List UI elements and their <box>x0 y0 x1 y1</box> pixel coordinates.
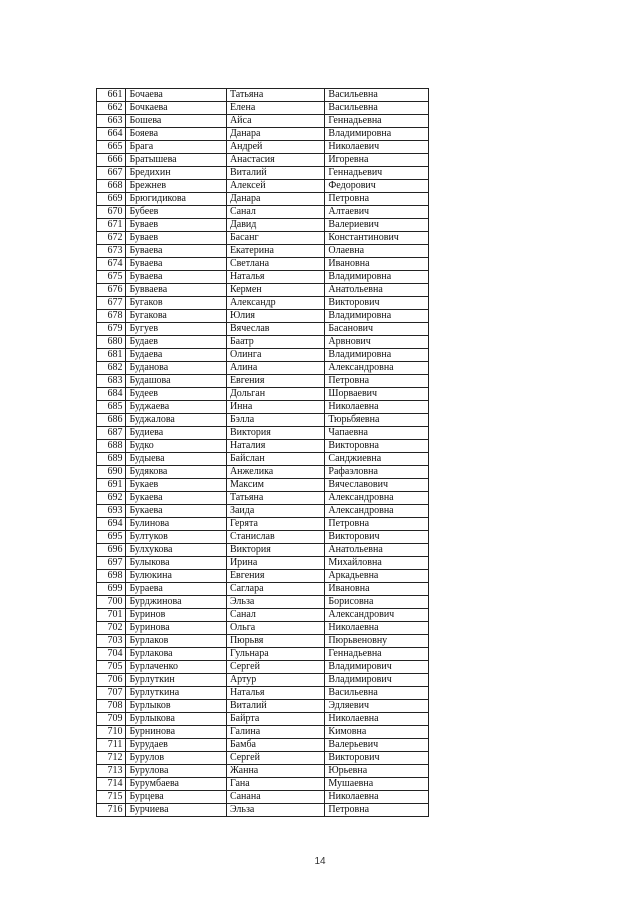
patronymic-cell: Петровна <box>325 193 429 206</box>
first-name-cell: Татьяна <box>226 492 324 505</box>
first-name-cell: Ирина <box>226 557 324 570</box>
table-row <box>97 466 429 479</box>
first-name-cell: Герята <box>226 518 324 531</box>
first-name-cell: Виталий <box>226 700 324 713</box>
last-name-cell: Бурлуткина <box>126 687 227 700</box>
last-name-cell: Буваев <box>126 232 227 245</box>
last-name-cell: Буваева <box>126 245 227 258</box>
row-number-cell: 670 <box>97 206 126 219</box>
table-row <box>97 193 429 206</box>
row-number-cell: 688 <box>97 440 126 453</box>
first-name-cell: Евгения <box>226 570 324 583</box>
last-name-cell: Бурулова <box>126 765 227 778</box>
patronymic-cell: Викторовна <box>325 440 429 453</box>
row-number-cell: 666 <box>97 154 126 167</box>
row-number-cell: 707 <box>97 687 126 700</box>
row-number-cell: 702 <box>97 622 126 635</box>
row-number-cell: 691 <box>97 479 126 492</box>
patronymic-cell: Владимировна <box>325 128 429 141</box>
table-row <box>97 323 429 336</box>
row-number-cell: 682 <box>97 362 126 375</box>
last-name-cell: Бурлаков <box>126 635 227 648</box>
patronymic-cell: Васильевна <box>325 687 429 700</box>
row-number-cell: 680 <box>97 336 126 349</box>
first-name-cell: Наталия <box>226 440 324 453</box>
first-name-cell: Байрта <box>226 713 324 726</box>
first-name-cell: Данара <box>226 193 324 206</box>
last-name-cell: Будиева <box>126 427 227 440</box>
table-row <box>97 375 429 388</box>
first-name-cell: Виктория <box>226 544 324 557</box>
row-number-cell: 681 <box>97 349 126 362</box>
patronymic-cell: Михайловна <box>325 557 429 570</box>
row-number-cell: 675 <box>97 271 126 284</box>
row-number-cell: 710 <box>97 726 126 739</box>
last-name-cell: Бочаева <box>126 89 227 102</box>
patronymic-cell: Владимировна <box>325 271 429 284</box>
last-name-cell: Булхукова <box>126 544 227 557</box>
row-number-cell: 703 <box>97 635 126 648</box>
page-number: 14 <box>314 856 326 867</box>
last-name-cell: Буваева <box>126 271 227 284</box>
last-name-cell: Буджалова <box>126 414 227 427</box>
table-row <box>97 544 429 557</box>
patronymic-cell: Владимирович <box>325 674 429 687</box>
first-name-cell: Максим <box>226 479 324 492</box>
last-name-cell: Буджаева <box>126 401 227 414</box>
table-row <box>97 167 429 180</box>
last-name-cell: Булинова <box>126 518 227 531</box>
row-number-cell: 705 <box>97 661 126 674</box>
first-name-cell: Дольган <box>226 388 324 401</box>
table-row <box>97 219 429 232</box>
row-number-cell: 672 <box>97 232 126 245</box>
row-number-cell: 665 <box>97 141 126 154</box>
patronymic-cell: Викторович <box>325 752 429 765</box>
row-number-cell: 714 <box>97 778 126 791</box>
patronymic-cell: Олаевна <box>325 245 429 258</box>
last-name-cell: Брюгидикова <box>126 193 227 206</box>
last-name-cell: Букаева <box>126 505 227 518</box>
row-number-cell: 693 <box>97 505 126 518</box>
row-number-cell: 709 <box>97 713 126 726</box>
patronymic-cell: Тюрьбяевна <box>325 414 429 427</box>
first-name-cell: Байслан <box>226 453 324 466</box>
row-number-cell: 683 <box>97 375 126 388</box>
last-name-cell: Буваева <box>126 258 227 271</box>
table-row <box>97 531 429 544</box>
first-name-cell: Гана <box>226 778 324 791</box>
first-name-cell: Заида <box>226 505 324 518</box>
last-name-cell: Букаева <box>126 492 227 505</box>
row-number-cell: 711 <box>97 739 126 752</box>
last-name-cell: Бурлаченко <box>126 661 227 674</box>
first-name-cell: Наталья <box>226 687 324 700</box>
patronymic-cell: Александровна <box>325 505 429 518</box>
table-row <box>97 128 429 141</box>
last-name-cell: Бурумбаева <box>126 778 227 791</box>
last-name-cell: Бугуев <box>126 323 227 336</box>
last-name-cell: Бочкаева <box>126 102 227 115</box>
last-name-cell: Бурлуткин <box>126 674 227 687</box>
patronymic-cell: Николаевна <box>325 713 429 726</box>
row-number-cell: 713 <box>97 765 126 778</box>
row-number-cell: 697 <box>97 557 126 570</box>
table-row <box>97 141 429 154</box>
row-number-cell: 684 <box>97 388 126 401</box>
table-row <box>97 245 429 258</box>
last-name-cell: Бурнинова <box>126 726 227 739</box>
last-name-cell: Бубеев <box>126 206 227 219</box>
row-number-cell: 695 <box>97 531 126 544</box>
last-name-cell: Бредихин <box>126 167 227 180</box>
table-row <box>97 388 429 401</box>
first-name-cell: Сергей <box>226 752 324 765</box>
last-name-cell: Булюкина <box>126 570 227 583</box>
row-number-cell: 677 <box>97 297 126 310</box>
patronymic-cell: Анатольевна <box>325 284 429 297</box>
last-name-cell: Бурлакова <box>126 648 227 661</box>
patronymic-cell: Николаевна <box>325 401 429 414</box>
row-number-cell: 700 <box>97 596 126 609</box>
table-row <box>97 739 429 752</box>
table-row <box>97 570 429 583</box>
last-name-cell: Буринова <box>126 622 227 635</box>
table-row <box>97 453 429 466</box>
patronymic-cell: Константинович <box>325 232 429 245</box>
first-name-cell: Артур <box>226 674 324 687</box>
table-row <box>97 622 429 635</box>
patronymic-cell: Анатольевна <box>325 544 429 557</box>
last-name-cell: Буданова <box>126 362 227 375</box>
first-name-cell: Эльза <box>226 596 324 609</box>
row-number-cell: 673 <box>97 245 126 258</box>
patronymic-cell: Петровна <box>325 804 429 817</box>
patronymic-cell: Шорваевич <box>325 388 429 401</box>
row-number-cell: 706 <box>97 674 126 687</box>
patronymic-cell: Викторович <box>325 297 429 310</box>
last-name-cell: Бураева <box>126 583 227 596</box>
patronymic-cell: Федорович <box>325 180 429 193</box>
row-number-cell: 712 <box>97 752 126 765</box>
table-row <box>97 700 429 713</box>
patronymic-cell: Васильевна <box>325 89 429 102</box>
table-row <box>97 271 429 284</box>
patronymic-cell: Арвнович <box>325 336 429 349</box>
first-name-cell: Эльза <box>226 804 324 817</box>
table-row <box>97 518 429 531</box>
table-row <box>97 765 429 778</box>
first-name-cell: Данара <box>226 128 324 141</box>
row-number-cell: 694 <box>97 518 126 531</box>
table-row <box>97 297 429 310</box>
table-row <box>97 310 429 323</box>
table-row <box>97 180 429 193</box>
patronymic-cell: Пюрьвеновну <box>325 635 429 648</box>
last-name-cell: Бурцева <box>126 791 227 804</box>
patronymic-cell: Ивановна <box>325 583 429 596</box>
first-name-cell: Андрей <box>226 141 324 154</box>
patronymic-cell: Аркадьевна <box>325 570 429 583</box>
row-number-cell: 701 <box>97 609 126 622</box>
row-number-cell: 696 <box>97 544 126 557</box>
table-row <box>97 804 429 817</box>
table-row <box>97 89 429 102</box>
row-number-cell: 716 <box>97 804 126 817</box>
row-number-cell: 698 <box>97 570 126 583</box>
first-name-cell: Виталий <box>226 167 324 180</box>
patronymic-cell: Ивановна <box>325 258 429 271</box>
row-number-cell: 692 <box>97 492 126 505</box>
patronymic-cell: Геннадьевич <box>325 167 429 180</box>
first-name-cell: Ольга <box>226 622 324 635</box>
patronymic-cell: Владимировна <box>325 349 429 362</box>
row-number-cell: 674 <box>97 258 126 271</box>
name-roster-table <box>96 88 429 817</box>
last-name-cell: Бурудаев <box>126 739 227 752</box>
table-row <box>97 232 429 245</box>
first-name-cell: Галина <box>226 726 324 739</box>
first-name-cell: Бэлла <box>226 414 324 427</box>
last-name-cell: Бултуков <box>126 531 227 544</box>
last-name-cell: Буваев <box>126 219 227 232</box>
first-name-cell: Бамба <box>226 739 324 752</box>
last-name-cell: Будко <box>126 440 227 453</box>
row-number-cell: 664 <box>97 128 126 141</box>
patronymic-cell: Петровна <box>325 375 429 388</box>
first-name-cell: Юлия <box>226 310 324 323</box>
table-row <box>97 362 429 375</box>
first-name-cell: Пюрьвя <box>226 635 324 648</box>
table-row <box>97 427 429 440</box>
row-number-cell: 704 <box>97 648 126 661</box>
patronymic-cell: Борисовна <box>325 596 429 609</box>
first-name-cell: Саглара <box>226 583 324 596</box>
patronymic-cell: Николаевич <box>325 141 429 154</box>
first-name-cell: Санана <box>226 791 324 804</box>
first-name-cell: Станислав <box>226 531 324 544</box>
row-number-cell: 663 <box>97 115 126 128</box>
table-row <box>97 726 429 739</box>
first-name-cell: Евгения <box>226 375 324 388</box>
first-name-cell: Кермен <box>226 284 324 297</box>
row-number-cell: 686 <box>97 414 126 427</box>
row-number-cell: 690 <box>97 466 126 479</box>
patronymic-cell: Николаевна <box>325 622 429 635</box>
table-row <box>97 492 429 505</box>
first-name-cell: Анжелика <box>226 466 324 479</box>
first-name-cell: Баатр <box>226 336 324 349</box>
patronymic-cell: Кимовна <box>325 726 429 739</box>
last-name-cell: Буринов <box>126 609 227 622</box>
table-row <box>97 674 429 687</box>
patronymic-cell: Петровна <box>325 518 429 531</box>
table-row <box>97 583 429 596</box>
patronymic-cell: Басанович <box>325 323 429 336</box>
table-row <box>97 336 429 349</box>
table-row <box>97 596 429 609</box>
first-name-cell: Вячеслав <box>226 323 324 336</box>
last-name-cell: Бувваева <box>126 284 227 297</box>
patronymic-cell: Николаевна <box>325 791 429 804</box>
row-number-cell: 678 <box>97 310 126 323</box>
table-row <box>97 778 429 791</box>
last-name-cell: Брежнев <box>126 180 227 193</box>
patronymic-cell: Вячеславович <box>325 479 429 492</box>
first-name-cell: Алексей <box>226 180 324 193</box>
table-row <box>97 206 429 219</box>
first-name-cell: Олинга <box>226 349 324 362</box>
row-number-cell: 679 <box>97 323 126 336</box>
last-name-cell: Бурджинова <box>126 596 227 609</box>
patronymic-cell: Валериевич <box>325 219 429 232</box>
row-number-cell: 669 <box>97 193 126 206</box>
last-name-cell: Будыева <box>126 453 227 466</box>
last-name-cell: Булыкова <box>126 557 227 570</box>
table-row <box>97 752 429 765</box>
first-name-cell: Александр <box>226 297 324 310</box>
table-row <box>97 440 429 453</box>
patronymic-cell: Алтаевич <box>325 206 429 219</box>
table-row <box>97 414 429 427</box>
table-row <box>97 661 429 674</box>
row-number-cell: 661 <box>97 89 126 102</box>
row-number-cell: 668 <box>97 180 126 193</box>
patronymic-cell: Владимирович <box>325 661 429 674</box>
patronymic-cell: Санджиевна <box>325 453 429 466</box>
table-row <box>97 713 429 726</box>
first-name-cell: Сергей <box>226 661 324 674</box>
row-number-cell: 708 <box>97 700 126 713</box>
patronymic-cell: Валерьевич <box>325 739 429 752</box>
patronymic-cell: Рафаэловна <box>325 466 429 479</box>
last-name-cell: Бурлыкова <box>126 713 227 726</box>
patronymic-cell: Владимировна <box>325 310 429 323</box>
patronymic-cell: Васильевна <box>325 102 429 115</box>
first-name-cell: Санал <box>226 206 324 219</box>
table-row <box>97 349 429 362</box>
patronymic-cell: Эдляевич <box>325 700 429 713</box>
first-name-cell: Анастасия <box>226 154 324 167</box>
patronymic-cell: Чапаевна <box>325 427 429 440</box>
patronymic-cell: Александрович <box>325 609 429 622</box>
row-number-cell: 687 <box>97 427 126 440</box>
table-row <box>97 401 429 414</box>
last-name-cell: Бугакова <box>126 310 227 323</box>
row-number-cell: 662 <box>97 102 126 115</box>
row-number-cell: 715 <box>97 791 126 804</box>
patronymic-cell: Игоревна <box>325 154 429 167</box>
first-name-cell: Гульнара <box>226 648 324 661</box>
patronymic-cell: Мушаевна <box>325 778 429 791</box>
table-row <box>97 505 429 518</box>
first-name-cell: Наталья <box>226 271 324 284</box>
first-name-cell: Светлана <box>226 258 324 271</box>
last-name-cell: Бугаков <box>126 297 227 310</box>
first-name-cell: Инна <box>226 401 324 414</box>
patronymic-cell: Геннадьевна <box>325 115 429 128</box>
table-row <box>97 791 429 804</box>
patronymic-cell: Александровна <box>325 492 429 505</box>
table-row <box>97 115 429 128</box>
patronymic-cell: Юрьевна <box>325 765 429 778</box>
first-name-cell: Жанна <box>226 765 324 778</box>
row-number-cell: 676 <box>97 284 126 297</box>
table-row <box>97 687 429 700</box>
table-row <box>97 609 429 622</box>
last-name-cell: Братышева <box>126 154 227 167</box>
last-name-cell: Будаева <box>126 349 227 362</box>
table-row <box>97 284 429 297</box>
last-name-cell: Букаев <box>126 479 227 492</box>
patronymic-cell: Александровна <box>325 362 429 375</box>
first-name-cell: Давид <box>226 219 324 232</box>
first-name-cell: Елена <box>226 102 324 115</box>
table-row <box>97 635 429 648</box>
last-name-cell: Будаев <box>126 336 227 349</box>
last-name-cell: Бошева <box>126 115 227 128</box>
first-name-cell: Басанг <box>226 232 324 245</box>
last-name-cell: Бурлыков <box>126 700 227 713</box>
first-name-cell: Айса <box>226 115 324 128</box>
first-name-cell: Екатерина <box>226 245 324 258</box>
last-name-cell: Будеев <box>126 388 227 401</box>
row-number-cell: 689 <box>97 453 126 466</box>
row-number-cell: 699 <box>97 583 126 596</box>
table-row <box>97 648 429 661</box>
patronymic-cell: Викторович <box>325 531 429 544</box>
first-name-cell: Виктория <box>226 427 324 440</box>
last-name-cell: Будашова <box>126 375 227 388</box>
row-number-cell: 685 <box>97 401 126 414</box>
last-name-cell: Бояева <box>126 128 227 141</box>
table-row <box>97 154 429 167</box>
table-row <box>97 258 429 271</box>
first-name-cell: Алина <box>226 362 324 375</box>
last-name-cell: Бурулов <box>126 752 227 765</box>
row-number-cell: 667 <box>97 167 126 180</box>
row-number-cell: 671 <box>97 219 126 232</box>
first-name-cell: Татьяна <box>226 89 324 102</box>
last-name-cell: Будякова <box>126 466 227 479</box>
table-row <box>97 102 429 115</box>
patronymic-cell: Геннадьевна <box>325 648 429 661</box>
last-name-cell: Бурчиева <box>126 804 227 817</box>
table-body <box>97 89 429 817</box>
first-name-cell: Санал <box>226 609 324 622</box>
table-row <box>97 479 429 492</box>
last-name-cell: Брага <box>126 141 227 154</box>
table-row <box>97 557 429 570</box>
